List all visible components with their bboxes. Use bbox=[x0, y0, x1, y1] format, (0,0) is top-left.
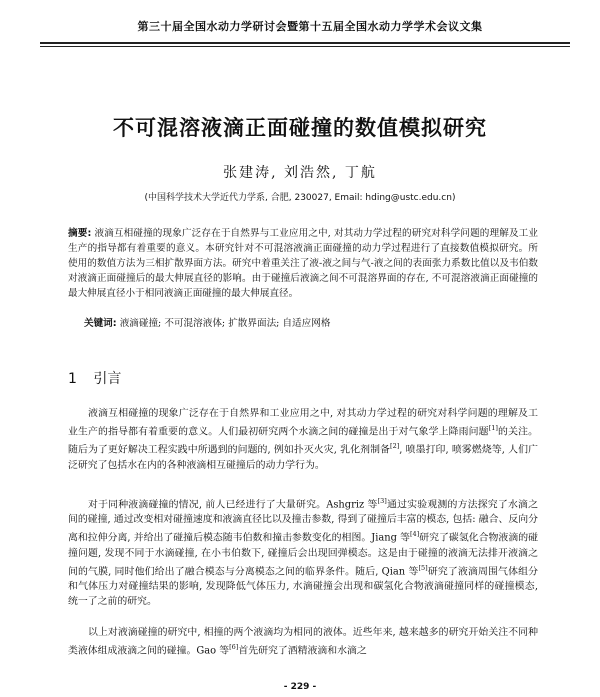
section-number: 1 bbox=[68, 371, 77, 387]
citation-ref: [3] bbox=[377, 497, 387, 505]
abstract-block bbox=[68, 226, 538, 301]
citation-ref: [1] bbox=[488, 424, 498, 433]
paragraph-text-run: 通过实验观测的方法探究了水滴之间的碰撞, 通过改变相对碰撞速度和液滴直径比以及撞击参数, 得到了碰撞后丰富的模态, 包括: 融合、反向分离和拉伸分离, 并给出了碰撞后模态随韦伯数和撞击参数变化的相图。Jiang 等 bbox=[68, 499, 538, 544]
paper-affiliation: (中国科学技术大学近代力学系, 合肥, 230027, Email: hding@ustc.edu.cn) bbox=[144, 193, 456, 203]
body-paragraph-2 bbox=[68, 494, 538, 610]
paper-title: 不可混溶液滴正面碰撞的数值模拟研究 bbox=[113, 116, 487, 140]
paragraph-text-run: 的关注。随后为了更好解决工程实践中所遇到的问题的, 例如扑灭火灾, 乳化剂制备 bbox=[68, 426, 538, 456]
paragraph-text-run: 以上对液滴碰撞的研究中, 相撞的两个液滴均为相同的液体。近些年来, 越来越多的研究开始关注不同种类液体组成液滴之间的碰撞。Gao 等 bbox=[68, 627, 538, 657]
section-title: 引言 bbox=[93, 371, 122, 387]
keywords-text: 液滴碰撞; 不可混溶液体; 扩散界面法; 自适应网格 bbox=[119, 318, 331, 329]
paragraph-text-run: 对于同种液滴碰撞的情况, 前人已经进行了大量研究。Ashgriz 等 bbox=[88, 499, 378, 511]
paragraph-text-run: 研究了碳氢化合物液滴的碰撞问题, 发现不同于水滴碰撞, 在小韦伯数下, 碰撞后会出现回弹模态。这是由于碰撞的液滴无法排开液滴之间的气膜, 同时他们给出了融合模态与分离模态之间的临界条件。随后, Qian 等 bbox=[68, 532, 538, 578]
section-heading-introduction bbox=[68, 368, 121, 388]
paragraph-text-run: 研究了液滴周围气体组分和气体压力对碰撞结果的影响, 发现降低气体压力, 水滴碰撞会出现和碳氢化合物液滴碰撞同样的碰撞模态, 统一了之前的研究。 bbox=[68, 566, 538, 608]
header-rule-thick bbox=[40, 42, 570, 44]
header-rule-thin bbox=[40, 46, 570, 47]
running-header: 第三十届全国水动力学研讨会暨第十五届全国水动力学学术会议文集 bbox=[137, 20, 483, 33]
citation-ref: [5] bbox=[418, 563, 428, 572]
citation-ref: [2] bbox=[390, 442, 400, 451]
paragraph-text-run: 液滴互相碰撞的现象广泛存在于自然界和工业应用之中, 对其动力学过程的研究对科学问题的理解及工业生产的指导都有着重要的意义。人们最初研究两个水滴之间的碰撞是出于对气象学上降雨问题 bbox=[68, 408, 538, 438]
keywords-block bbox=[84, 316, 538, 331]
keywords-label: 关键词: bbox=[84, 318, 117, 329]
abstract-text: 液滴互相碰撞的现象广泛存在于自然界与工业应用之中, 对其动力学过程的研究对科学问题的理解及工业生产的指导都有着重要的意义。本研究针对不可混溶液滴正面碰撞的动力学过程进行了直接数值模拟研究。所使用的数值方法为三相扩散界面方法。研究中着重关注了液-液之间与气-液之间的表面张力系数比值以及韦伯数对液滴正面碰撞后的最大伸展直径的影响。由于碰撞后液滴之间不可混溶界面的存在, 不可混溶液滴正面碰撞的最大伸展直径小于相同液滴正面碰撞的最大伸展直径。 bbox=[68, 228, 538, 299]
citation-ref: [4] bbox=[410, 530, 420, 539]
abstract-label: 摘要: bbox=[68, 228, 92, 239]
citation-ref: [6] bbox=[229, 643, 239, 652]
paper-authors: 张建涛, 刘浩然, 丁航 bbox=[223, 165, 377, 181]
paragraph-text-run: , 喷墨打印, 喷雾燃烧等, 人们广泛研究了包括水在内的各种液滴相互碰撞后的动力学行为。 bbox=[68, 444, 538, 471]
paragraph-text-run: 首先研究了酒精液滴和水滴之 bbox=[238, 645, 367, 657]
page-number: - 229 - bbox=[283, 682, 317, 692]
body-paragraph-1 bbox=[68, 406, 538, 473]
body-paragraph-3 bbox=[68, 625, 538, 658]
